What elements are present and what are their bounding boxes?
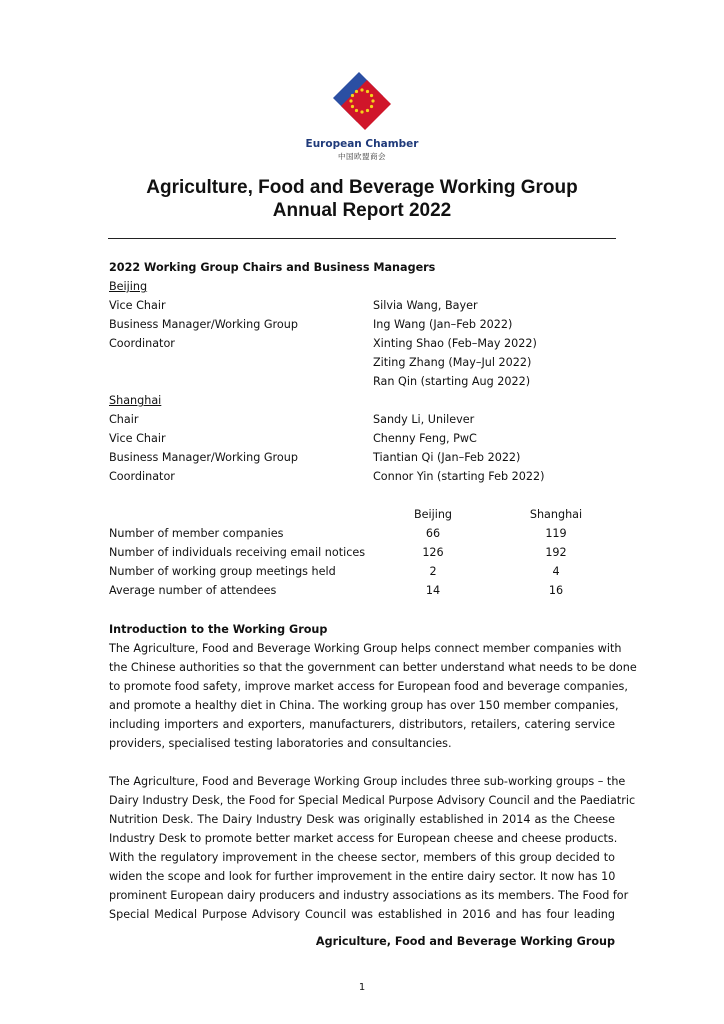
paragraph-line: to promote food safety, improve market access for European food and beverage companies,: [109, 680, 628, 693]
title-divider: [108, 238, 616, 239]
european-chamber-logo: [331, 70, 393, 132]
report-subtitle: Annual Report 2022: [272, 200, 452, 221]
beijing-name: Ziting Zhang (May–Jul 2022): [373, 356, 532, 369]
paragraph-line: prominent European dairy producers and industry associations as its members. The Food for: [109, 889, 629, 902]
stats-shanghai-value: 4: [552, 565, 560, 578]
footer-group-title: Agriculture, Food and Beverage Working Group: [315, 935, 615, 948]
paragraph-line: including importers and exporters, manufacturers, distributors, retailers, catering service: [109, 718, 615, 731]
logo-star: [366, 90, 369, 93]
logo-star: [360, 88, 363, 91]
logo-star: [351, 105, 354, 108]
logo-star: [371, 99, 374, 102]
logo-star: [370, 105, 373, 108]
shanghai-name: Connor Yin (starting Feb 2022): [373, 470, 545, 483]
stats-row-label: Number of member companies: [109, 527, 284, 540]
logo-star: [351, 94, 354, 97]
stats-shanghai-value: 192: [545, 546, 567, 559]
beijing-role: Business Manager/Working Group: [109, 318, 298, 331]
stats-row-label: Number of individuals receiving email notices: [109, 546, 366, 559]
logo-star: [355, 109, 358, 112]
logo-star: [349, 99, 352, 102]
intro-paragraph-2: [109, 772, 636, 924]
beijing-role: Coordinator: [109, 337, 175, 350]
logo-star: [370, 94, 373, 97]
paragraph-line: With the regulatory improvement in the cheese sector, members of this group decided to: [109, 851, 615, 864]
intro-paragraph-1: [109, 639, 637, 753]
paragraph-line: Dairy Industry Desk, the Food for Special Medical Purpose Advisory Council and the Paediatric: [109, 794, 636, 807]
stats-row-label: Number of working group meetings held: [109, 565, 336, 578]
stats-beijing-value: 66: [425, 527, 441, 540]
paragraph-line: and promote a healthy diet in China. The working group has over 150 member companies,: [109, 699, 619, 712]
stats-header-beijing: Beijing: [413, 508, 453, 521]
paragraph-line: Industry Desk to promote better market access for European cheese and cheese products.: [109, 832, 618, 845]
beijing-name: Silvia Wang, Bayer: [373, 299, 478, 312]
logo-star: [360, 110, 363, 113]
stats-shanghai-value: 119: [545, 527, 567, 540]
shanghai-name: Chenny Feng, PwC: [373, 432, 477, 445]
logo-star: [355, 90, 358, 93]
paragraph-line: The Agriculture, Food and Beverage Working Group helps connect member companies with: [109, 642, 622, 655]
paragraph-line: The Agriculture, Food and Beverage Working Group includes three sub-working groups – the: [109, 775, 626, 788]
paragraph-line: Special Medical Purpose Advisory Council was established in 2016 and has four leading: [109, 908, 615, 921]
org-name-en: European Chamber: [305, 138, 419, 150]
beijing-name: Ing Wang (Jan–Feb 2022): [373, 318, 513, 331]
logo-star: [366, 109, 369, 112]
stats-beijing-value: 126: [422, 546, 444, 559]
shanghai-label: Shanghai: [109, 394, 162, 407]
page-number: 1: [358, 982, 366, 993]
shanghai-role: Coordinator: [109, 470, 175, 483]
stats-row-label: Average number of attendees: [109, 584, 277, 597]
stats-beijing-value: 2: [429, 565, 437, 578]
beijing-name: Xinting Shao (Feb–May 2022): [373, 337, 537, 350]
stats-header-shanghai: Shanghai: [529, 508, 583, 521]
org-name-cn: 中国欧盟商会: [338, 152, 386, 161]
chairs-heading: 2022 Working Group Chairs and Business Managers: [109, 261, 436, 274]
report-title: Agriculture, Food and Beverage Working Group: [146, 177, 578, 198]
beijing-role: Vice Chair: [109, 299, 166, 312]
beijing-label: Beijing: [109, 280, 148, 293]
shanghai-role: Vice Chair: [109, 432, 166, 445]
stats-shanghai-value: 16: [548, 584, 564, 597]
shanghai-role: Business Manager/Working Group: [109, 451, 298, 464]
paragraph-line: the Chinese authorities so that the government can better understand what needs to be done: [109, 661, 637, 674]
paragraph-line: providers, specialised testing laboratories and consultancies.: [109, 737, 452, 750]
intro-heading: Introduction to the Working Group: [109, 623, 328, 636]
paragraph-line: Nutrition Desk. The Dairy Industry Desk was originally established in 2014 as the Cheese: [109, 813, 615, 826]
paragraph-line: widen the scope and look for further improvement in the entire dairy sector. It now has 10: [109, 870, 616, 883]
shanghai-role: Chair: [109, 413, 139, 426]
shanghai-name: Sandy Li, Unilever: [373, 413, 475, 426]
stats-beijing-value: 14: [425, 584, 441, 597]
shanghai-name: Tiantian Qi (Jan–Feb 2022): [373, 451, 521, 464]
beijing-name: Ran Qin (starting Aug 2022): [373, 375, 531, 388]
